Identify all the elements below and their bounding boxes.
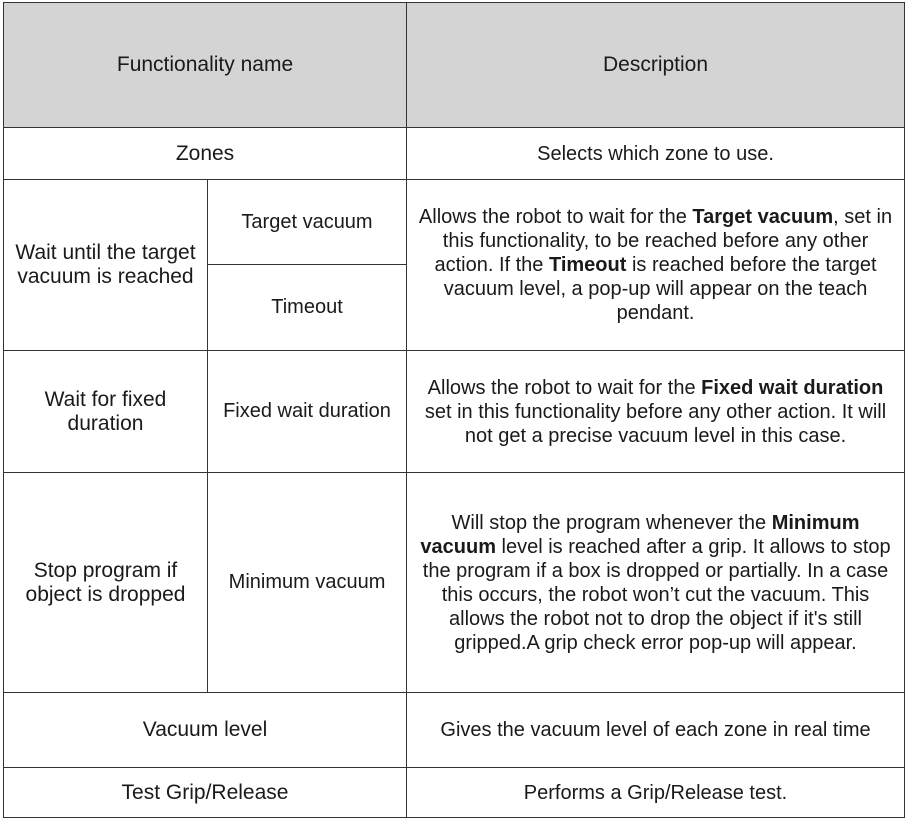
table-row (4, 693, 905, 768)
functionality-table (3, 2, 905, 818)
row-desc-vacuum-level: Gives the vacuum level of each zone in real time (407, 693, 905, 768)
header-description: Description (407, 3, 905, 128)
sub-minimum-vacuum: Minimum vacuum (208, 473, 407, 693)
row-name-vacuum-level: Vacuum level (4, 693, 407, 768)
header-row (4, 3, 905, 128)
sub-timeout: Timeout (208, 265, 407, 351)
row-desc-test-grip: Performs a Grip/Release test. (407, 768, 905, 818)
row-desc-stop-program: Will stop the program whenever the Minimum vacuum level is reached after a grip. It allows to stop the program if a box is dropped or partially. In a case this occurs, the robot won’t cut the vacuum. This allows the robot not to drop the object if it's still gripped.A grip check error pop-up will appear. (407, 473, 905, 693)
row-desc-wait-fixed: Allows the robot to wait for the Fixed wait duration set in this functionality before any other action. It will not get a precise vacuum level in this case. (407, 351, 905, 473)
table-row (4, 768, 905, 818)
table-row (4, 128, 905, 180)
row-name-wait-fixed: Wait for fixed duration (4, 351, 208, 473)
row-name-zones: Zones (4, 128, 407, 180)
row-name-wait-target: Wait until the target vacuum is reached (4, 180, 208, 351)
sub-target-vacuum: Target vacuum (208, 180, 407, 265)
row-name-test-grip: Test Grip/Release (4, 768, 407, 818)
row-name-stop-program: Stop program if object is dropped (4, 473, 208, 693)
header-functionality-name: Functionality name (4, 3, 407, 128)
table-row (4, 351, 905, 473)
sub-fixed-wait-duration: Fixed wait duration (208, 351, 407, 473)
row-desc-zones: Selects which zone to use. (407, 128, 905, 180)
table-row (4, 473, 905, 693)
row-desc-wait-target: Allows the robot to wait for the Target vacuum, set in this functionality, to be reached before any other action. If the Timeout is reached before the target vacuum level, a pop-up will appear on the teach pendant. (407, 180, 905, 351)
table-row (4, 180, 905, 265)
